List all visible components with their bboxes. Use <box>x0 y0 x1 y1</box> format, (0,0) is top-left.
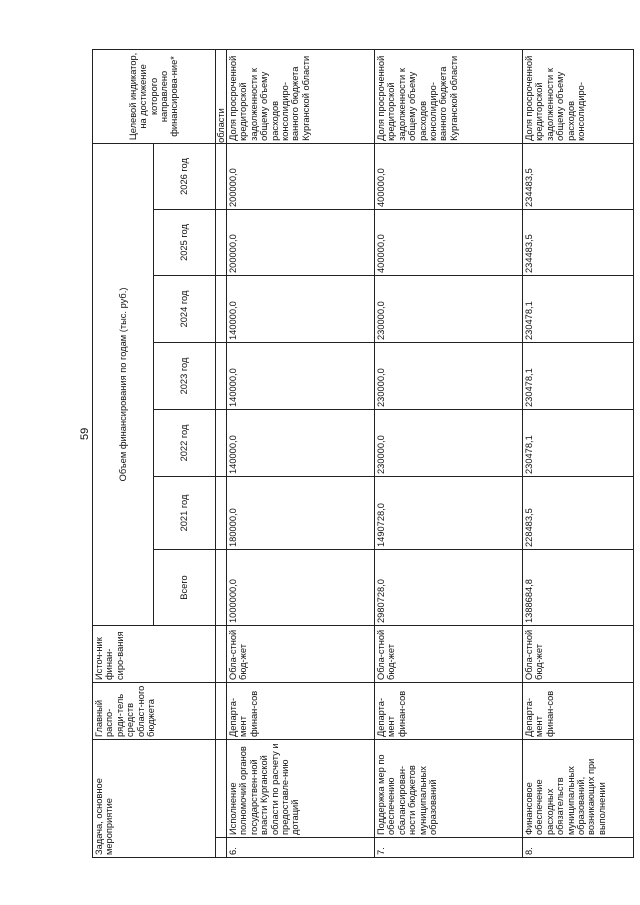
row-2025: 200000,0 <box>227 210 375 276</box>
row-total: 1000000,0 <box>227 550 375 626</box>
row-indicator: Доля просроченной кредиторской задолженности к общему объему расходов консолидиро-ванного бюджета Курганской области <box>227 49 375 143</box>
row-task: Финансовое обеспечение расходных обязательств муниципальных образований, возникающих при выполнении <box>523 740 634 838</box>
continued-indicator: области <box>215 49 226 143</box>
table-row <box>375 49 523 857</box>
row-2026: 400000,0 <box>375 143 523 209</box>
header-manager: Главный распо-ряди-тель средств област-ного бюджета <box>93 683 216 740</box>
row-2021: 180000,0 <box>227 477 375 550</box>
row-number: 6. <box>227 838 375 858</box>
table-row <box>523 49 634 857</box>
row-task: Исполнение полномочий органов государствен-ной власти Курганской области по расчету и предоставле-нию дотаций <box>227 740 375 838</box>
row-manager: Департа-мент финан-сов <box>227 683 375 740</box>
row-number: 8. <box>523 838 634 858</box>
page-number: 59 <box>79 427 91 440</box>
rotated-page <box>92 50 634 858</box>
row-2024: 230000,0 <box>375 276 523 343</box>
row-2022: 230000,0 <box>375 410 523 477</box>
financing-table <box>92 49 634 858</box>
header-total: Всего <box>154 550 215 626</box>
row-source: Обла-стной бюд-жет <box>523 626 634 683</box>
row-2021: 1490728,0 <box>375 477 523 550</box>
header-year-2025: 2025 год <box>154 210 215 276</box>
header-indicator: Целевой индикатор, на достижение которого направлено финансирова-ние* <box>93 49 216 143</box>
header-year-2021: 2021 год <box>154 477 215 550</box>
row-2023: 140000,0 <box>227 343 375 410</box>
row-2022: 140000,0 <box>227 410 375 477</box>
row-number: 7. <box>375 838 523 858</box>
row-total: 2980728,0 <box>375 550 523 626</box>
row-2024: 140000,0 <box>227 276 375 343</box>
header-volume: Объем финансирования по годам (тыс. руб.) <box>93 143 154 625</box>
row-source: Обла-стной бюд-жет <box>227 626 375 683</box>
header-year-2022: 2022 год <box>154 410 215 477</box>
table-row <box>227 49 375 857</box>
row-manager: Департа-мент финан-сов <box>523 683 634 740</box>
row-indicator: Доля просроченной кредиторской задолженности к общему объему расходов консолидиро- <box>523 49 634 143</box>
row-2025: 400000,0 <box>375 210 523 276</box>
header-year-2026: 2026 год <box>154 143 215 209</box>
row-total: 1388684,8 <box>523 550 634 626</box>
header-row-1 <box>93 49 154 857</box>
row-indicator: Доля просроченной кредиторской задолженности к общему объему расходов консолидиро-ванного бюджета Курганской области <box>375 49 523 143</box>
row-2025: 234483,5 <box>523 210 634 276</box>
header-source: Источ-ник финан-сиро-вания <box>93 626 216 683</box>
row-2021: 228483,5 <box>523 477 634 550</box>
header-task: Задача, основное мероприятие <box>93 740 216 858</box>
row-2022: 230478,1 <box>523 410 634 477</box>
row-source: Обла-стной бюд-жет <box>375 626 523 683</box>
row-2023: 230478,1 <box>523 343 634 410</box>
row-2023: 230000,0 <box>375 343 523 410</box>
row-2026: 234483,5 <box>523 143 634 209</box>
row-task: Поддержка мер по обеспечению сбалансирован-ности бюджетов муниципальных образований <box>375 740 523 838</box>
header-year-2024: 2024 год <box>154 276 215 343</box>
row-2024: 230478,1 <box>523 276 634 343</box>
row-2026: 200000,0 <box>227 143 375 209</box>
index-row <box>215 49 226 857</box>
row-manager: Департа-мент финан-сов <box>375 683 523 740</box>
header-year-2023: 2023 год <box>154 343 215 410</box>
